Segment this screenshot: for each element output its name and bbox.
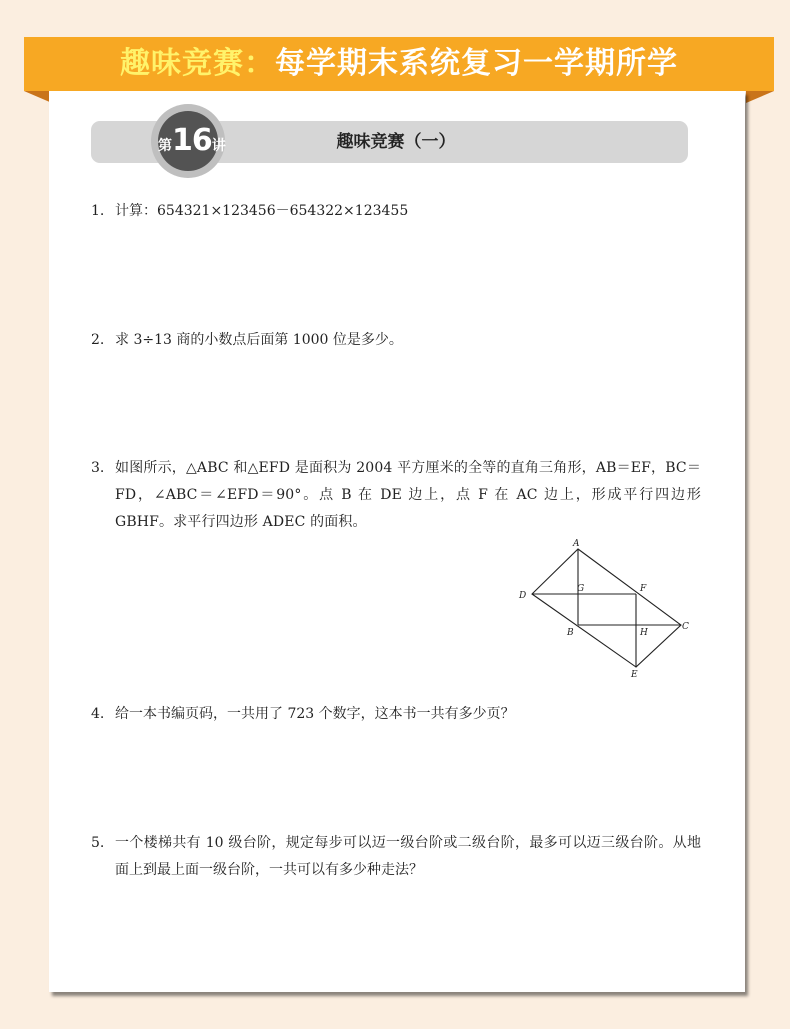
lesson-prefix: 第 xyxy=(158,138,172,154)
question-number: 2. xyxy=(91,332,105,348)
question-number: 3. xyxy=(91,460,105,476)
question-2 xyxy=(91,327,701,354)
vertex-label-e: E xyxy=(631,670,638,680)
question-text: 求 3÷13 商的小数点后面第 1000 位是多少。 xyxy=(115,332,403,348)
question-text: 一个楼梯共有 10 级台阶，规定每步可以迈一级台阶或二级台阶，最多可以迈三级台阶。从地面上到最上面一级台阶，一共可以有多少种走法？ xyxy=(115,835,701,878)
vertex-label-c: C xyxy=(682,622,689,632)
question-number: 1. xyxy=(91,203,105,219)
banner-subtitle: 每学期末系统复习一学期所学 xyxy=(275,46,678,81)
vertex-label-b: B xyxy=(567,628,574,638)
question-3 xyxy=(91,455,701,536)
banner-label: 趣味竞赛： xyxy=(120,46,275,81)
banner-fold-right xyxy=(746,91,774,103)
question-text: 计算：654321×123456－654322×123455 xyxy=(115,203,409,219)
question-text: 给一本书编页码，一共用了 723 个数字，这本书一共有多少页？ xyxy=(115,706,515,722)
vertex-label-g: G xyxy=(577,584,585,594)
lesson-suffix: 讲 xyxy=(211,138,226,154)
question-number: 4. xyxy=(91,706,105,722)
question-1 xyxy=(91,198,701,225)
vertex-label-f: F xyxy=(640,584,647,594)
question-number: 5. xyxy=(91,835,105,851)
parallelogram-adec xyxy=(532,549,681,667)
vertex-label-a: A xyxy=(573,539,580,549)
lesson-badge xyxy=(151,104,225,178)
vertex-label-h: H xyxy=(640,628,648,638)
lesson-badge-circle xyxy=(158,111,226,171)
question-5 xyxy=(91,830,701,884)
lesson-title: 趣味竞赛（一） xyxy=(336,132,456,152)
banner-fold-left xyxy=(24,91,52,103)
question-4 xyxy=(91,701,701,728)
lesson-number: 16 xyxy=(172,123,212,158)
vertex-label-d: D xyxy=(519,591,527,601)
question-text: 如图所示，△ABC 和△EFD 是面积为 2004 平方厘米的全等的直角三角形，AB＝EF，BC＝FD，∠ABC＝∠EFD＝90°。点 B 在 DE 边上，点 F 在 AC 边上，形成平行四边形 GBHF。求平行四边形 ADEC 的面积。 xyxy=(115,460,701,530)
geometry-figure xyxy=(515,536,695,682)
banner-title xyxy=(24,37,774,91)
